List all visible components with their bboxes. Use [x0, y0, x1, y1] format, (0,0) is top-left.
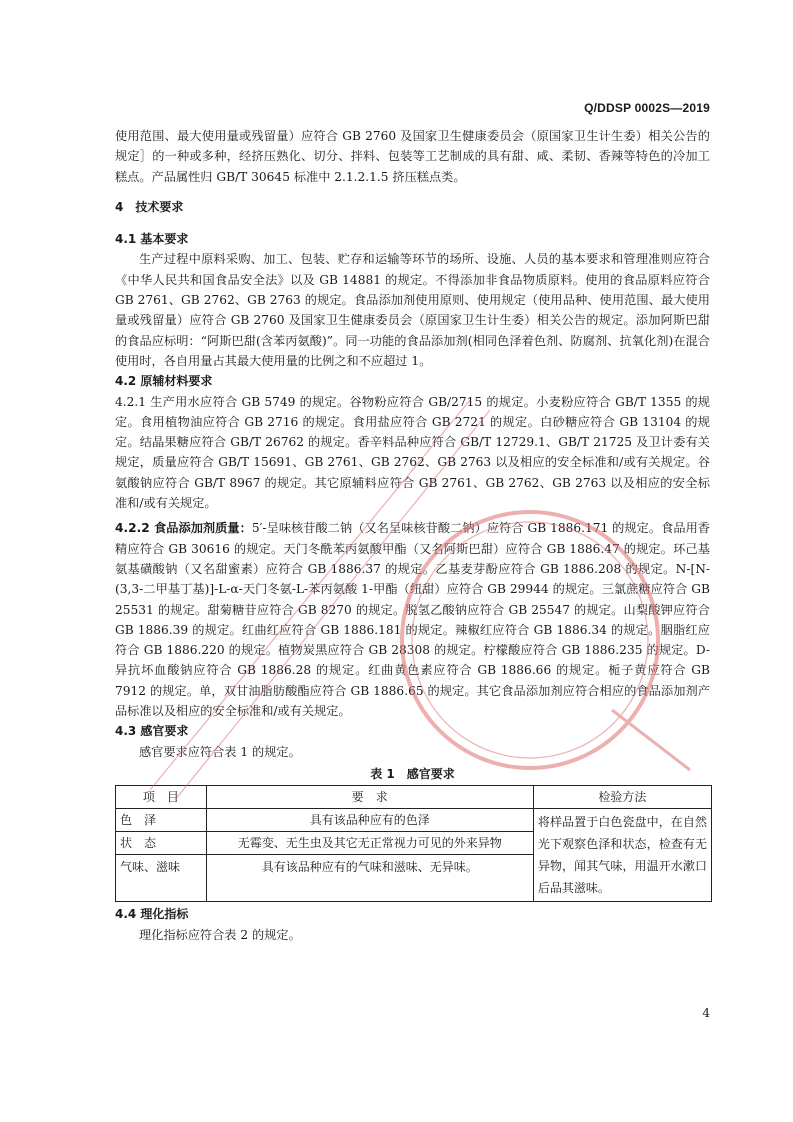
section-4-heading: 4 技术要求: [115, 199, 184, 214]
intro-paragraph: 使用范围、最大使用量或残留量）应符合 GB 2760 及国家卫生健康委员会（原国家卫生计生委）相关公告的规定］的一种或多种，经挤压熟化、切分、拌料、包装等工艺制成的具有甜、咸、柔韧、香辣等特色的冷加工糕点。产品属性归 GB/T 30645 标准中 2.1.2.1.5 挤压糕点类。: [115, 129, 710, 184]
table-header-item: 项 目: [116, 786, 207, 809]
table-cell-requirement: 具有该品种应有的气味和滋味、无异味。: [206, 855, 533, 902]
table-1-title: 表 1 感官要求: [370, 766, 455, 781]
sensory-table: [115, 785, 712, 902]
page-number: 4: [702, 1006, 710, 1020]
document-body: [115, 126, 710, 945]
table-cell-requirement: 无霉变、无生虫及其它无正常视力可见的外来异物: [206, 832, 533, 855]
section-4-2-1-body: 4.2.1 生产用水应符合 GB 5749 的规定。谷物粉应符合 GB/2715 的规定。小麦粉应符合 GB/T 1355 的规定。食用植物油应符合 GB 2716 的规定。食用盐应符合 GB 2721 的规定。白砂糖应符合 GB 13104 的规定。结晶果糖应符合 GB/T 26762 的规定。香辛料品种应符合 GB/T 12729.1、GB/T 21725 及卫计委有关规定，质量应符合 GB/T 15691、GB 2761、GB 2762、GB 2763 以及相应的安全标准和/或有关规定。谷氨酸钠应符合 GB/T 8967 的规定。其它原辅料应符合 GB 2761、GB 2762、GB 2763 以及相应的安全标准和/或有关规定。: [115, 394, 710, 511]
table-row: [116, 809, 712, 832]
section-4-4-heading: 4.4 理化指标: [115, 907, 189, 922]
section-4-2-2-paragraph: [115, 518, 710, 721]
table-cell-item: 状 态: [116, 832, 207, 855]
section-4-2-heading: 4.2 原辅材料要求: [115, 374, 213, 389]
table-cell-requirement: 具有该品种应有的色泽: [206, 809, 533, 832]
section-4-1-body: 生产过程中原料采购、加工、包装、贮存和运输等环节的场所、设施、人员的基本要求和管理准则应符合《中华人民共和国食品安全法》以及 GB 14881 的规定。不得添加非食品物质原料。使用的食品原料应符合 GB 2761、GB 2762、GB 2763 的规定。食品添加剂使用原则、使用规定（使用品种、使用范围、最大使用量或残留量）应符合 GB 2760 及国家卫生健康委员会（原国家卫生计生委）相关公告的规定。添加阿斯巴甜的食品应标明：“阿斯巴甜(含苯丙氨酸)”。同一功能的食品添加剂(相同色泽着色剂、防腐剂、抗氧化剂)在混合使用时，各自用量占其最大使用量的比例之和不应超过 1。: [115, 252, 710, 368]
table-header-method: 检验方法: [533, 786, 711, 809]
section-4-2-2-body: 5′-呈味核苷酸二钠（又名呈味核苷酸二钠）应符合 GB 1886.171 的规定。食品用香精应符合 GB 30616 的规定。天门冬酰苯丙氨酸甲酯（又名阿斯巴甜）应符合 GB 1886.47 的规定。环己基氨基磺酸钠（又名甜蜜素）应符合 GB 1886.37 的规定。乙基麦芽酚应符合 GB 1886.208 的规定。N-[N-(3,3-二甲基丁基)]-L-α-天门冬氨-L-苯丙氨酸 1-甲酯（纽甜）应符合 GB 29944 的规定。三氯蔗糖应符合 GB 25531 的规定。甜菊糖苷应符合 GB 8270 的规定。脱氢乙酸钠应符合 GB 25547 的规定。山梨酸钾应符合 GB 1886.39 的规定。红曲红应符合 GB 1886.181 的规定。辣椒红应符合 GB 1886.34 的规定。胭脂红应符合 GB 1886.220 的规定。植物炭黑应符合 GB 28308 的规定。柠檬酸应符合 GB 1886.235 的规定。D-异抗坏血酸钠应符合 GB 1886.28 的规定。红曲黄色素应符合 GB 1886.66 的规定。栀子黄应符合 GB 7912 的规定。单，双甘油脂肪酸酯应符合 GB 1886.65 的规定。其它食品添加剂应符合相应的食品添加剂产品标准以及相应的安全标准和/或有关规定。: [115, 521, 710, 719]
table-cell-method: 将样品置于白色瓷盘中，在自然光下观察色泽和状态，检查有无异物，闻其气味，用温开水漱口后品其滋味。: [533, 809, 711, 902]
section-4-4-body: 理化指标应符合表 2 的规定。: [139, 927, 301, 942]
section-4-3-body: 感官要求应符合表 1 的规定。: [139, 744, 301, 759]
section-4-1-heading: 4.1 基本要求: [115, 232, 189, 247]
table-header-row: [116, 786, 712, 809]
section-4-2-2-label: 4.2.2 食品添加剂质量：: [115, 521, 252, 536]
table-cell-item: 气味、滋味: [116, 855, 207, 902]
table-header-requirement: 要 求: [206, 786, 533, 809]
section-4-3-heading: 4.3 感官要求: [115, 724, 189, 739]
table-cell-item: 色 泽: [116, 809, 207, 832]
standard-code: Q/DDSP 0002S—2019: [584, 101, 710, 115]
